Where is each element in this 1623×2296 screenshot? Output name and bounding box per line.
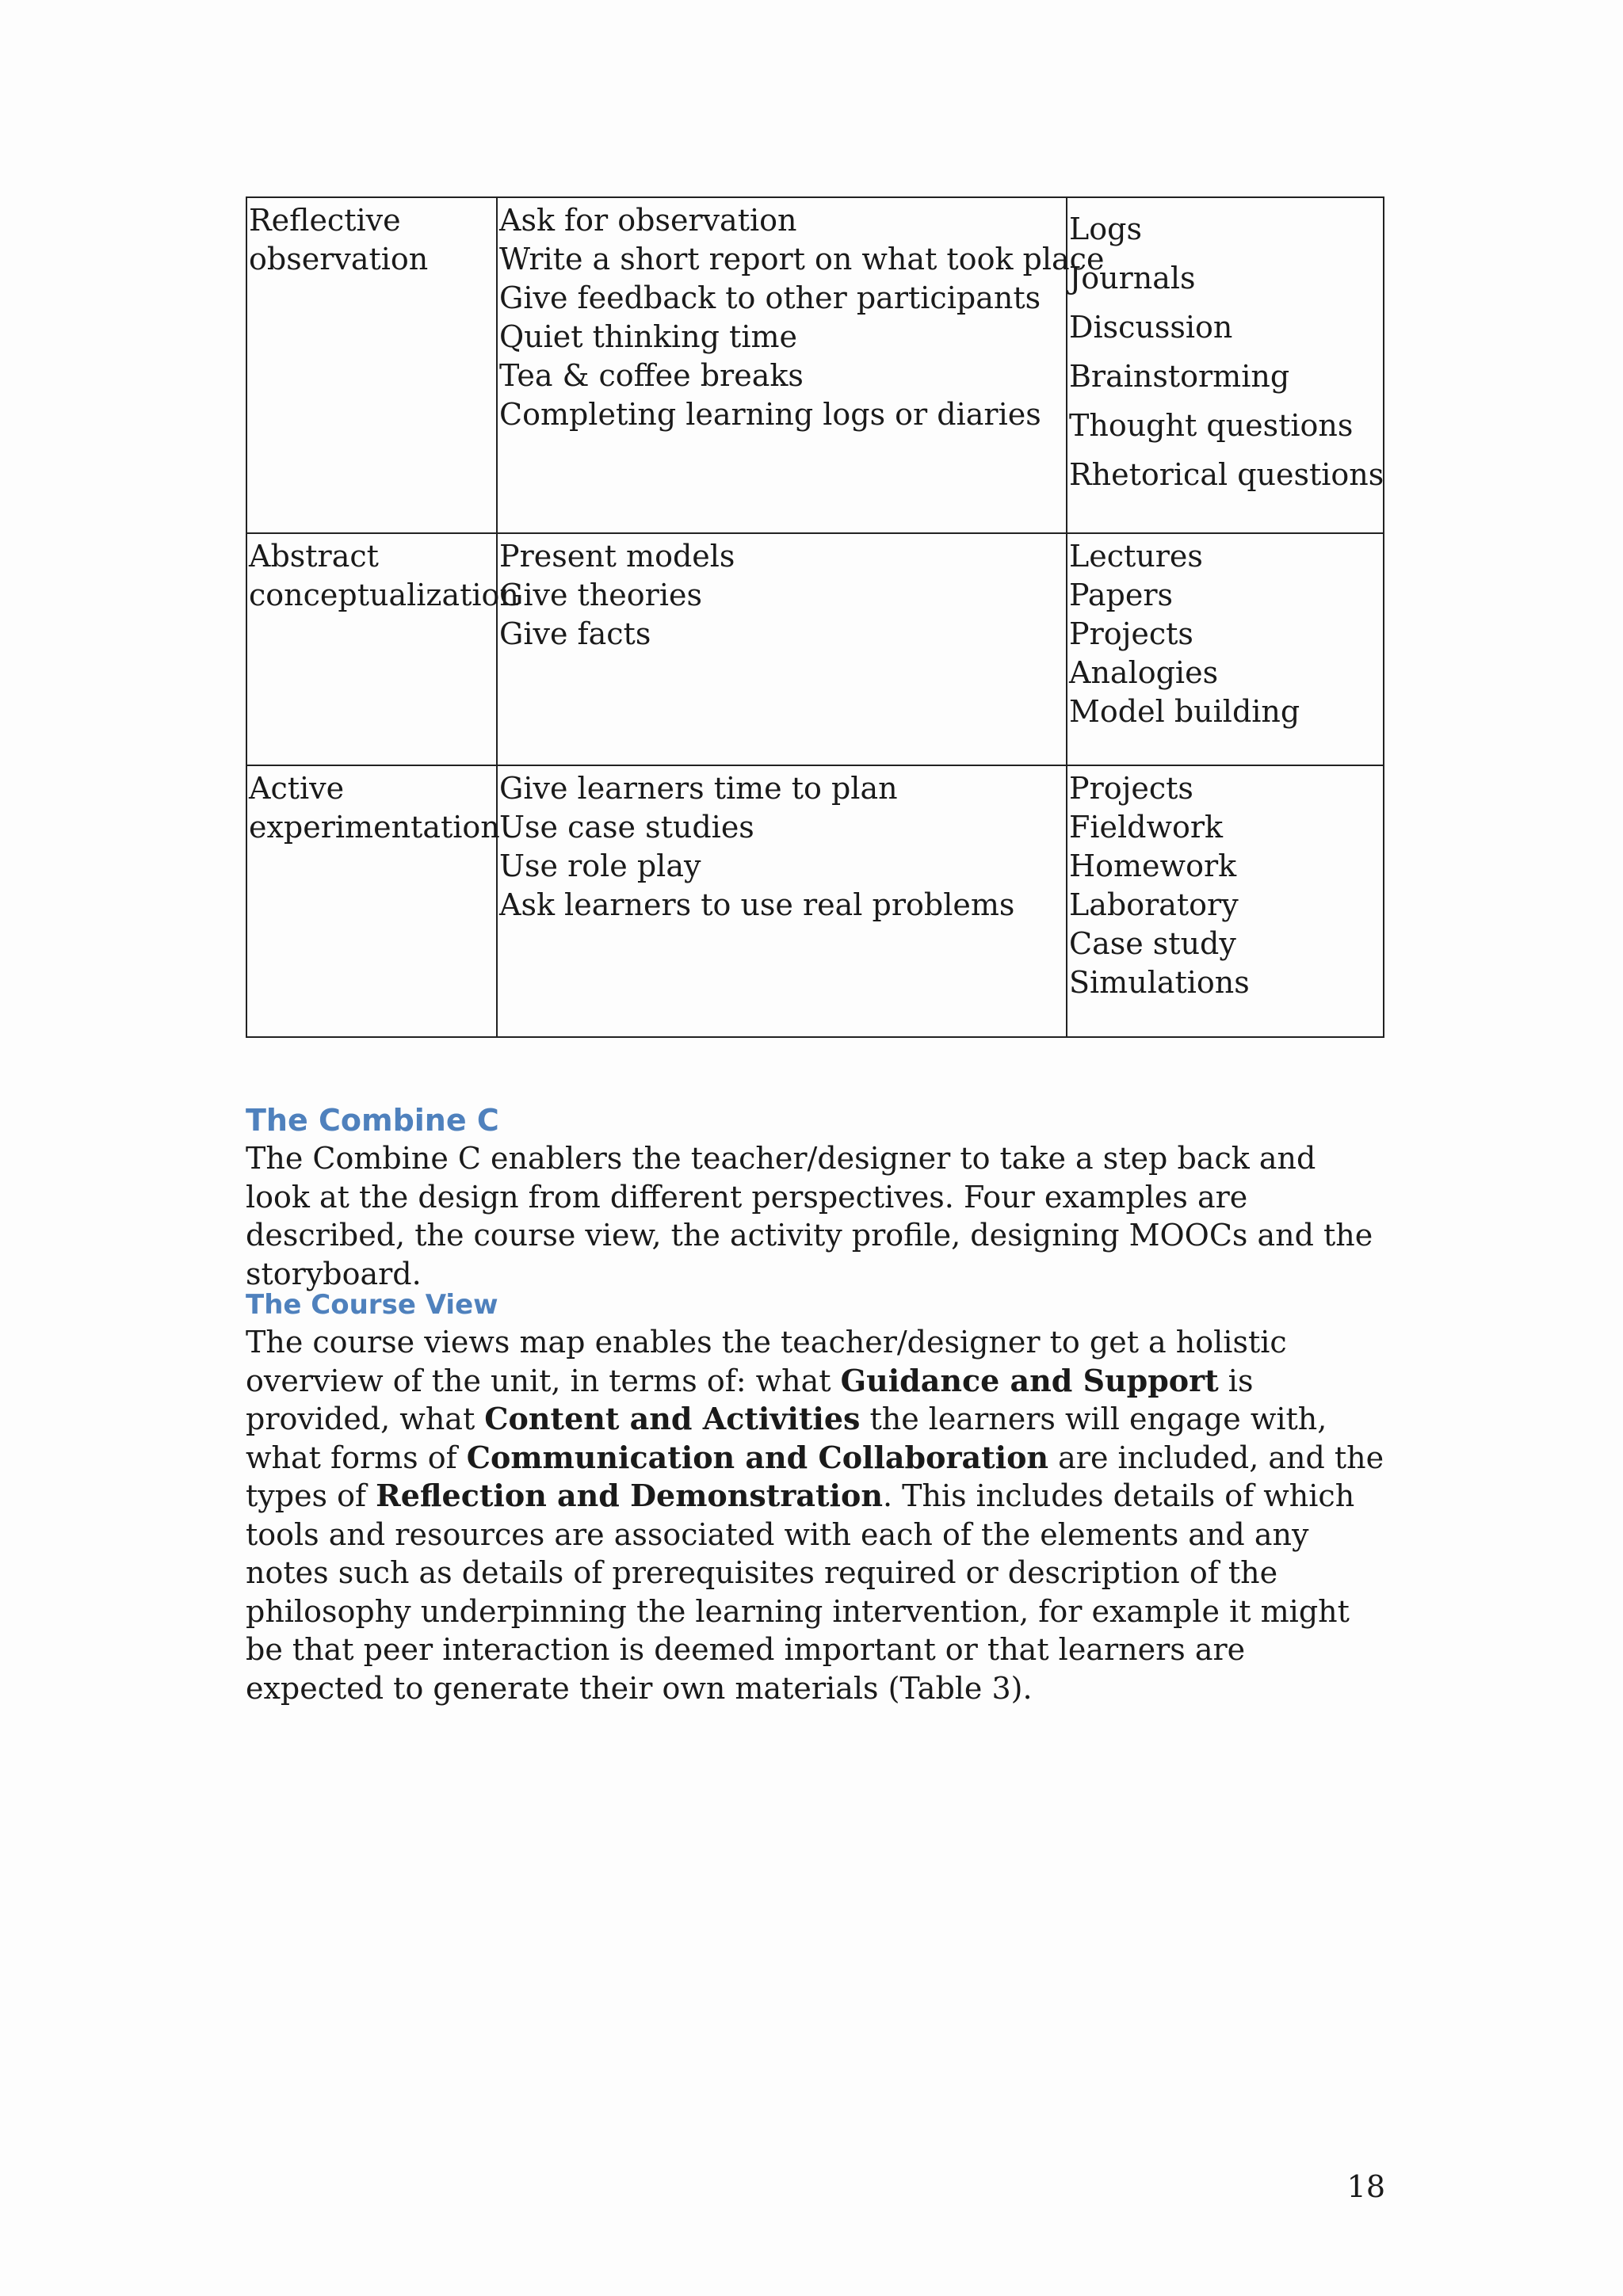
text-run: The course views map enables the teacher/designer to get a holistic overview of the unit, in terms of: what: [246, 1325, 1287, 1398]
cell-line: Completing learning logs or diaries: [499, 397, 1041, 432]
activities-cell: [497, 765, 1067, 1037]
stage-cell: [246, 197, 497, 533]
cell-line: Give facts: [499, 616, 651, 651]
cell-line: Projects: [1069, 771, 1193, 806]
cell-line: Projects: [1069, 616, 1193, 651]
cell-line: Present models: [499, 539, 735, 574]
cell-line: Fieldwork: [1069, 810, 1224, 845]
combine-section: [246, 1101, 1387, 1293]
cell-line: Reflective: [249, 203, 401, 238]
bold-term: Guidance and Support: [840, 1362, 1219, 1398]
bold-term: Communication and Collaboration: [466, 1439, 1049, 1475]
cell-line: observation: [249, 242, 429, 277]
cell-line: conceptualization: [249, 578, 519, 612]
text-run: . This includes details of which tools and resources are associated with each of the elements and any notes such as details of prerequisites required or description of the philosophy underpinning the learning intervention, for example it might be that peer interaction is deemed important or that learners are expected to generate their own materials (Table 3).: [246, 1478, 1355, 1706]
cell-line: experimentation: [249, 810, 500, 845]
cell-line: Give learners time to plan: [499, 771, 898, 806]
cell-line: Rhetorical questions: [1069, 457, 1384, 492]
cell-line: Use case studies: [499, 810, 754, 845]
cell-line: Discussion: [1069, 310, 1233, 345]
stage-cell: [246, 765, 500, 1037]
cell-line: Give feedback to other participants: [499, 280, 1041, 315]
table-row: [246, 533, 1384, 765]
cell-line: Analogies: [1069, 655, 1219, 690]
methods-cell: [1067, 533, 1384, 765]
cell-line: Journals: [1069, 261, 1196, 296]
cell-line: Tea & coffee breaks: [499, 358, 804, 393]
combine-paragraph: The Combine C enablers the teacher/designer to take a step back and look at the design from different perspectives. Four examples are described, the course view, the activity profile, designing MOOCs and the storyboard.: [246, 1141, 1373, 1291]
cell-line: Ask learners to use real problems: [499, 887, 1015, 922]
cell-line: Lectures: [1069, 539, 1203, 574]
cell-line: Case study: [1069, 926, 1236, 961]
cell-line: Ask for observation: [499, 203, 797, 238]
cell-line: Quiet thinking time: [499, 319, 797, 354]
table-row: [246, 197, 1384, 533]
bold-term: Reflection and Demonstration: [376, 1478, 883, 1513]
course-view-section: [246, 1287, 1387, 1707]
stage-cell: [246, 533, 519, 765]
page-number: 18: [1346, 2169, 1385, 2204]
cell-line: Abstract: [249, 539, 379, 574]
cell-line: Active: [249, 771, 345, 806]
cell-line: Papers: [1069, 578, 1173, 612]
course-view-heading: The Course View: [246, 1289, 498, 1321]
learning-styles-table: [246, 196, 1384, 1038]
cell-line: Brainstorming: [1069, 359, 1290, 394]
cell-line: Use role play: [499, 849, 701, 883]
cell-line: Laboratory: [1069, 887, 1239, 922]
cell-line: Model building: [1069, 694, 1300, 729]
text-run: the learners will engage with, what forms of: [246, 1402, 1327, 1475]
cell-line: Give theories: [499, 578, 702, 612]
course-view-paragraph: [246, 1323, 1387, 1707]
cell-line: Homework: [1069, 849, 1237, 883]
text-run: is provided, what: [246, 1363, 1254, 1436]
cell-line: Logs: [1069, 212, 1142, 246]
text-run: are included, and the types of: [246, 1440, 1384, 1513]
methods-cell: [1067, 765, 1384, 1037]
table-row: [246, 765, 1384, 1037]
activities-cell: [497, 533, 1067, 765]
cell-line: Write a short report on what took place: [499, 242, 1105, 277]
methods-cell: [1067, 197, 1384, 533]
combine-heading: The Combine C: [246, 1103, 499, 1138]
cell-line: Thought questions: [1069, 408, 1354, 443]
activities-cell: [497, 197, 1105, 533]
bold-term: Content and Activities: [484, 1401, 861, 1436]
cell-line: Simulations: [1069, 965, 1250, 1000]
